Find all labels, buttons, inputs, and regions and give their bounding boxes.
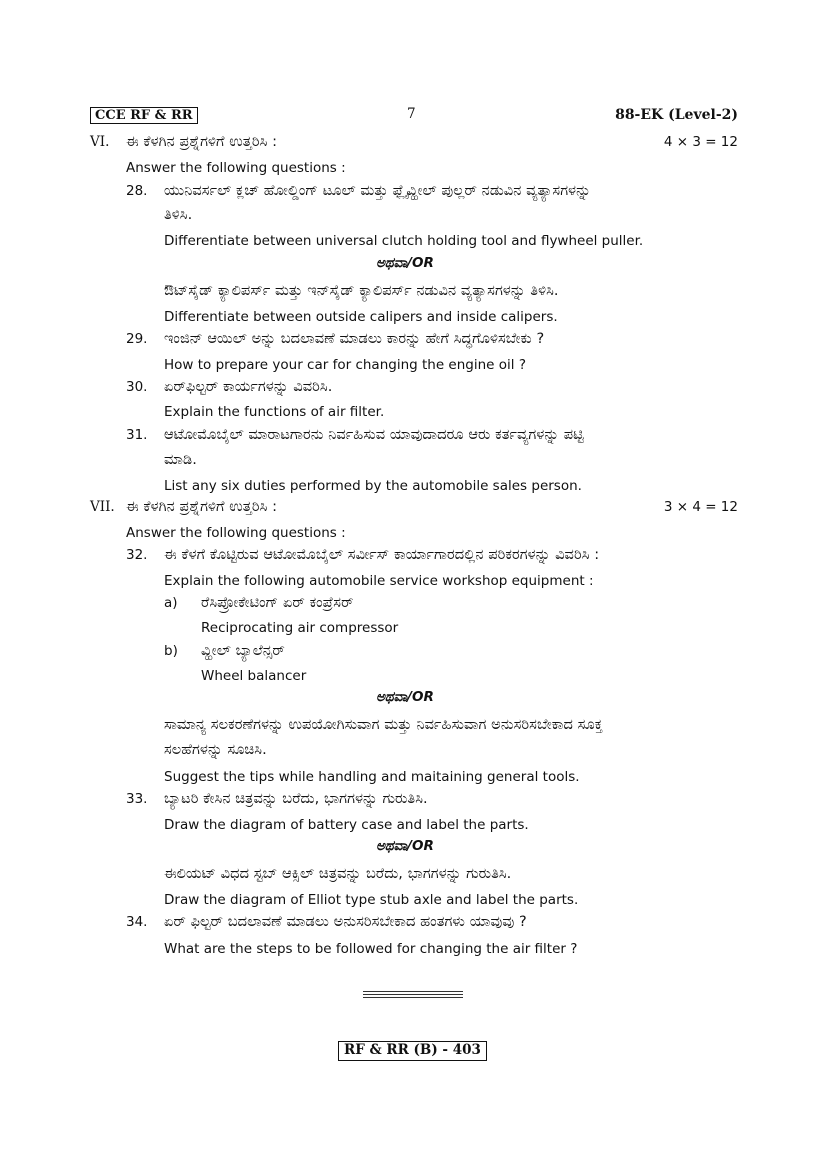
question-number: 33. xyxy=(126,791,148,807)
question-kannada: ಬ್ಯಾಟರಿ ಕೇಸಿನ ಚಿತ್ರವನ್ನು ಬರೆದು, ಭಾಗಗಳನ್ನು ಗುರುತಿಸಿ. xyxy=(164,791,428,807)
sub-question-label: a) xyxy=(164,595,178,611)
section-vii-marks: 3 × 4 = 12 xyxy=(663,499,738,515)
question-kannada: ಯುನಿವರ್ಸಲ್ ಕ್ಲಚ್ ಹೋಲ್ಡಿಂಗ್ ಟೂಲ್ ಮತ್ತು ಫ್ಲೈವ್ಹೀಲ್ ಪುಲ್ಲರ್ ನಡುವಿನ ವ್ಯತ್ಯಾಸಗಳನ್ನು xyxy=(164,183,591,199)
question-english: Differentiate between universal clutch holding tool and flywheel puller. xyxy=(164,233,644,249)
question-english: Explain the following automobile service workshop equipment : xyxy=(164,573,594,589)
end-rule xyxy=(363,991,463,992)
page-number: 7 xyxy=(407,106,416,122)
section-vi-kannada-heading: ಈ ಕೆಳಗಿನ ಪ್ರಶ್ನೆಗಳಿಗೆ ಉತ್ತರಿಸಿ : xyxy=(126,134,278,150)
sub-question-label: b) xyxy=(164,643,178,659)
section-vii-number: VII. xyxy=(90,499,115,515)
or-separator: ಅಥವಾ/OR xyxy=(376,255,434,271)
question-english: Draw the diagram of battery case and label the parts. xyxy=(164,817,529,833)
footer-code: RF & RR (B) - 403 xyxy=(338,1041,487,1061)
question-number: 31. xyxy=(126,427,148,443)
question-kannada: ಇಂಜಿನ್ ಆಯಿಲ್ ಅನ್ನು ಬದಲಾವಣೆ ಮಾಡಲು ಕಾರನ್ನು ಹೇಗೆ ಸಿದ್ಧಗೊಳಿಸಬೇಕು ? xyxy=(164,331,545,347)
question-english: List any six duties performed by the automobile sales person. xyxy=(164,478,582,494)
section-vi-english-heading: Answer the following questions : xyxy=(126,160,346,176)
header-code: CCE RF & RR xyxy=(90,107,198,124)
question-english: What are the steps to be followed for changing the air filter ? xyxy=(164,941,578,957)
section-vi-number: VI. xyxy=(90,134,110,150)
question-kannada: ಔಟ್‌ಸೈಡ್ ಕ್ಯಾಲಿಪರ್ಸ್ ಮತ್ತು ಇನ್‌ಸೈಡ್ ಕ್ಯಾಲಿಪರ್ಸ್ ನಡುವಿನ ವ್ಯತ್ಯಾಸಗಳನ್ನು ತಿಳಿಸಿ. xyxy=(164,283,559,299)
section-vi-marks: 4 × 3 = 12 xyxy=(663,134,738,150)
question-number: 34. xyxy=(126,914,148,930)
question-kannada: ಆಟೋಮೊಬೈಲ್ ಮಾರಾಟಗಾರನು ನಿರ್ವಹಿಸುವ ಯಾವುದಾದರೂ ಆರು ಕರ್ತವ್ಯಗಳನ್ನು ಪಟ್ಟಿ xyxy=(164,427,584,443)
end-rule xyxy=(363,994,463,995)
question-kannada: ಏರ್‌ಫಿಲ್ಟರ್ ಕಾರ್ಯಗಳನ್ನು ವಿವರಿಸಿ. xyxy=(164,379,333,395)
question-kannada: ಸಲಹೆಗಳನ್ನು ಸೂಚಿಸಿ. xyxy=(164,742,267,758)
question-kannada: ಈ ಕೆಳಗೆ ಕೊಟ್ಟಿರುವ ಆಟೋಮೊಬೈಲ್ ಸರ್ವೀಸ್ ಕಾರ್ಯಾಗಾರದಲ್ಲಿನ ಪರಿಕರಗಳನ್ನು ವಿವರಿಸಿ : xyxy=(164,547,600,563)
section-vii-english-heading: Answer the following questions : xyxy=(126,525,346,541)
question-number: 29. xyxy=(126,331,148,347)
section-vii-kannada-heading: ಈ ಕೆಳಗಿನ ಪ್ರಶ್ನೆಗಳಿಗೆ ಉತ್ತರಿಸಿ : xyxy=(126,499,278,515)
question-english: How to prepare your car for changing the engine oil ? xyxy=(164,357,526,373)
end-rule xyxy=(363,997,463,998)
question-kannada: ಸಾಮಾನ್ಯ ಸಲಕರಣೆಗಳನ್ನು ಉಪಯೋಗಿಸುವಾಗ ಮತ್ತು ನಿರ್ವಹಿಸುವಾಗ ಅನುಸರಿಸಬೇಕಾದ ಸೂಕ್ತ xyxy=(164,717,603,733)
question-kannada: ಏರ್ ಫಿಲ್ಟರ್ ಬದಲಾವಣೆ ಮಾಡಲು ಅನುಸರಿಸಬೇಕಾದ ಹಂತಗಳು ಯಾವುವು ? xyxy=(164,914,527,930)
sub-question-kannada: ರೆಸಿಪ್ರೋಕೇಟಿಂಗ್ ಏರ್ ಕಂಪ್ರೆಸರ್ xyxy=(201,595,354,611)
question-english: Suggest the tips while handling and maitaining general tools. xyxy=(164,769,580,785)
question-english: Differentiate between outside calipers and inside calipers. xyxy=(164,309,558,325)
sub-question-english: Wheel balancer xyxy=(201,668,307,684)
sub-question-english: Reciprocating air compressor xyxy=(201,620,399,636)
question-english: Explain the functions of air filter. xyxy=(164,404,385,420)
question-english: Draw the diagram of Elliot type stub axle and label the parts. xyxy=(164,892,579,908)
question-kannada: ತಿಳಿಸಿ. xyxy=(164,207,193,223)
or-separator: ಅಥವಾ/OR xyxy=(376,838,434,854)
question-number: 32. xyxy=(126,547,148,563)
question-kannada: ಮಾಡಿ. xyxy=(164,452,197,468)
or-separator: ಅಥವಾ/OR xyxy=(376,689,434,705)
question-kannada: ಈಲಿಯಟ್ ವಿಧದ ಸ್ಟಬ್ ಆಕ್ಸಿಲ್ ಚಿತ್ರವನ್ನು ಬರೆದು, ಭಾಗಗಳನ್ನು ಗುರುತಿಸಿ. xyxy=(164,866,512,882)
question-number: 30. xyxy=(126,379,148,395)
sub-question-kannada: ವ್ಹೀಲ್ ಬ್ಯಾಲೆನ್ಸರ್ xyxy=(201,643,285,659)
question-number: 28. xyxy=(126,183,148,199)
paper-code: 88-EK (Level-2) xyxy=(615,107,738,123)
